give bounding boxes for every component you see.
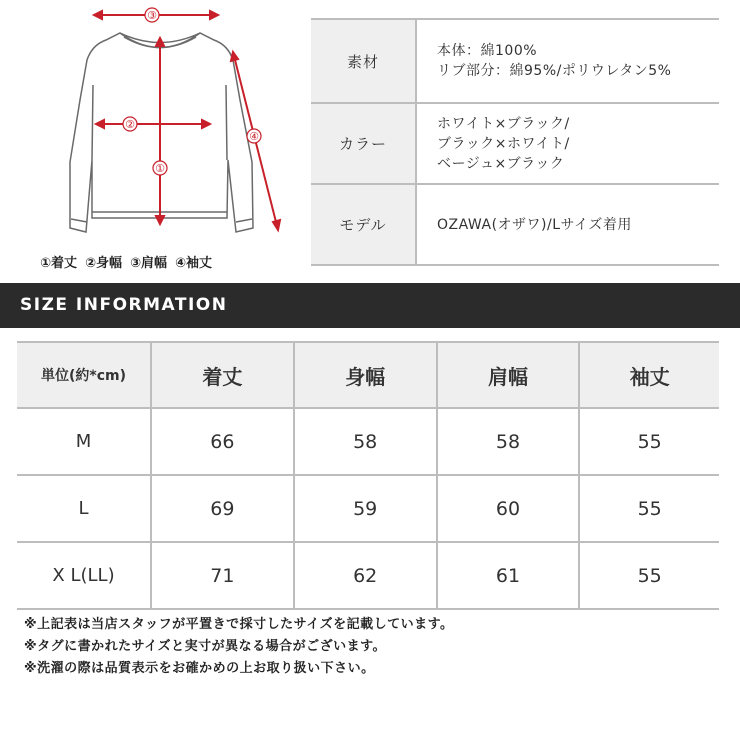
note-line: ※洗濯の際は品質表示をお確かめの上お取り扱い下さい。 — [24, 661, 375, 676]
size-label: X L(LL) — [17, 542, 151, 609]
table-row — [17, 408, 719, 475]
note-line: ※タグに書かれたサイズと実寸が異なる場合がございます。 — [24, 639, 387, 654]
table-row — [17, 542, 719, 609]
size-table-header — [17, 342, 719, 408]
table-cell: 55 — [579, 408, 719, 475]
table-cell: 55 — [579, 475, 719, 542]
spec-value-model — [416, 184, 719, 265]
marker-4-label: ④ — [249, 130, 259, 143]
spec-line: 本体：綿100% — [437, 43, 538, 59]
table-cell: 69 — [151, 475, 294, 542]
spec-key-model: モデル — [311, 184, 416, 265]
spec-key-material: 素材 — [311, 19, 416, 103]
spec-table — [311, 18, 719, 266]
table-cell: 55 — [579, 542, 719, 609]
size-label: L — [17, 475, 151, 542]
table-cell: 58 — [294, 408, 437, 475]
legend-body-width: ②身幅 — [85, 256, 123, 271]
diagram-legend — [40, 252, 290, 271]
size-information-banner: SIZE INFORMATION — [0, 283, 740, 328]
table-cell: 59 — [294, 475, 437, 542]
spec-key-color: カラー — [311, 103, 416, 184]
table-row — [17, 475, 719, 542]
table-cell: 71 — [151, 542, 294, 609]
table-cell: 60 — [437, 475, 580, 542]
table-cell: 66 — [151, 408, 294, 475]
size-table — [17, 341, 719, 610]
spec-line: OZAWA(オザワ)/Lサイズ着用 — [437, 216, 632, 233]
header-sleeve-length: 袖丈 — [579, 342, 719, 408]
legend-sleeve-length: ④袖丈 — [175, 256, 213, 271]
marker-3-label: ③ — [147, 9, 157, 22]
notes — [24, 614, 454, 680]
spec-row-color — [311, 103, 719, 184]
sweatshirt-outline-icon — [70, 33, 253, 232]
spec-row-material — [311, 19, 719, 103]
table-cell: 58 — [437, 408, 580, 475]
size-label: M — [17, 408, 151, 475]
table-cell: 62 — [294, 542, 437, 609]
spec-line: リブ部分：綿95%/ポリウレタン5% — [437, 63, 672, 79]
note-line: ※上記表は当店スタッフが平置きで採寸したサイズを記載しています。 — [24, 617, 454, 632]
spec-value-material — [416, 19, 719, 103]
spec-row-model — [311, 184, 719, 265]
header-body-width: 身幅 — [294, 342, 437, 408]
header-shoulder-width: 肩幅 — [437, 342, 580, 408]
spec-line: ホワイト×ブラック/ — [437, 115, 570, 132]
table-cell: 61 — [437, 542, 580, 609]
spec-line: ベージュ×ブラック — [437, 155, 565, 172]
spec-line: ブラック×ホワイト/ — [437, 135, 570, 152]
legend-shoulder-width: ③肩幅 — [130, 256, 168, 271]
marker-2-label: ② — [125, 118, 135, 131]
legend-length: ①着丈 — [40, 256, 78, 271]
header-length: 着丈 — [151, 342, 294, 408]
spec-value-color — [416, 103, 719, 184]
marker-1-label: ① — [155, 162, 165, 175]
header-unit: 単位(約*cm) — [17, 342, 151, 408]
garment-diagram — [20, 0, 290, 280]
